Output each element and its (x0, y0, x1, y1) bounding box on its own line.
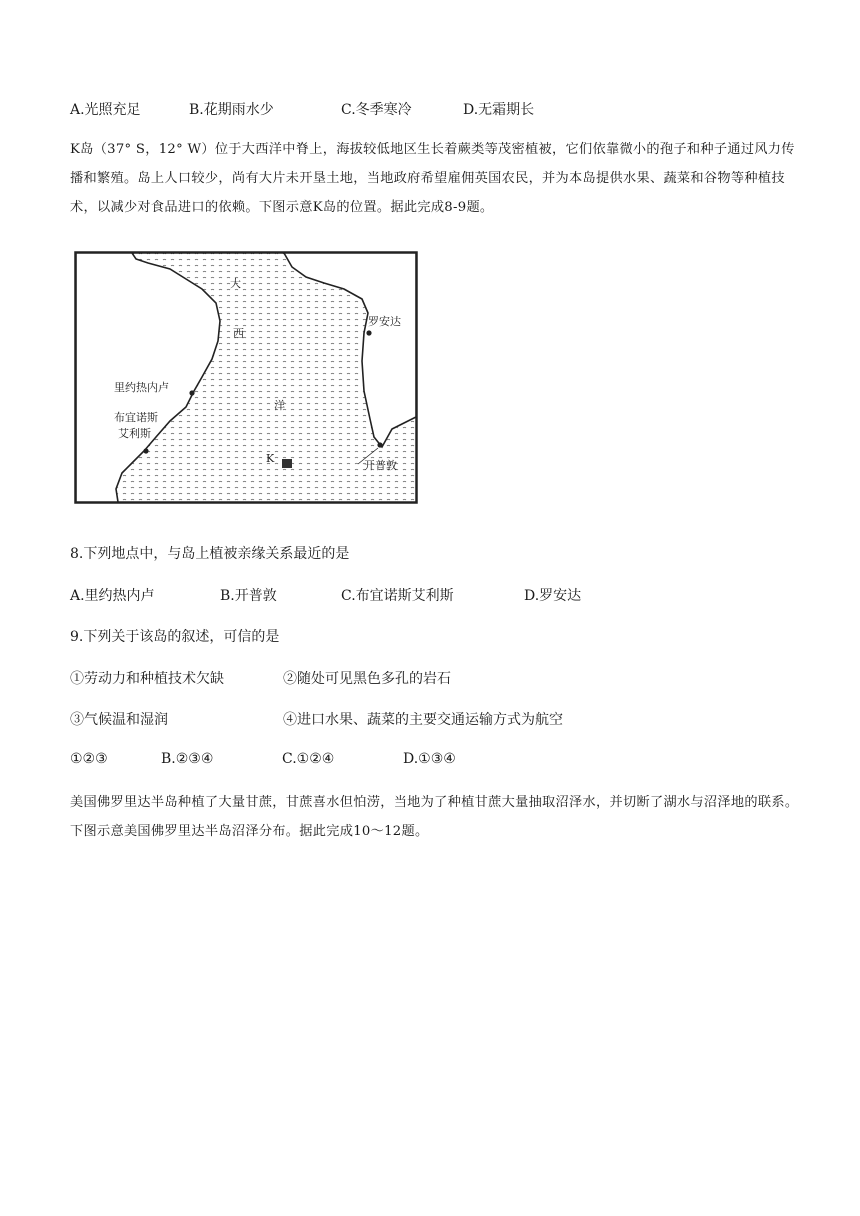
q8-option-a: A.里约热内卢 (70, 588, 155, 604)
q8-stem: 8.下列地点中，与岛上植被亲缘关系最近的是 (70, 546, 350, 562)
q9-statement-1: ①劳动力和种植技术欠缺 (70, 671, 224, 687)
k-island-intro: K岛（37° S，12° W）位于大西洋中脊上，海拔较低地区生长着蕨类等茂密植被，它们依靠微小的孢子和种子通过风力传播和繁殖。岛上人口较少，尚有大片未开垦土地，当地政府希望雇佣英国农民，并为本岛提供水果、蔬菜和谷物等种植技术，以减少对食品进口的依赖。下图示意K岛的位置。据此完成8-9题。 (70, 142, 795, 215)
cape-town-marker (377, 442, 382, 447)
rio-label: 里约热内卢 (114, 381, 169, 394)
q8-option-c: C.布宜诺斯艾利斯 (341, 588, 454, 604)
luanda-marker (366, 330, 371, 335)
ocean-label-xi: 西 (233, 327, 244, 340)
q7-option-a: A.光照充足 (70, 102, 141, 118)
q7-option-b: B.花期雨水少 (189, 102, 274, 118)
florida-intro: 美国佛罗里达半岛种植了大量甘蔗，甘蔗喜水但怕涝，当地为了种植甘蔗大量抽取沼泽水，并切断了湖水与沼泽地的联系。下图示意美国佛罗里达半岛沼泽分布。据此完成10～12题。 (70, 795, 799, 839)
q9-stem: 9.下列关于该岛的叙述，可信的是 (70, 629, 280, 645)
q8-option-d: D.罗安达 (524, 588, 582, 604)
ocean-label-yang: 洋 (274, 399, 285, 412)
q7-option-d: D.无霜期长 (463, 102, 535, 118)
q8-option-b: B.开普敦 (220, 588, 277, 604)
buenos-aires-marker (143, 448, 148, 453)
rio-marker (189, 390, 194, 395)
k-island-location-map (74, 251, 418, 504)
q9-option-a: ①②③ (70, 751, 108, 767)
ocean-label-da: 大 (230, 277, 241, 290)
k-island-label: K (266, 452, 275, 465)
q9-option-c: C.①②④ (282, 751, 335, 767)
q9-statement-2: ②随处可见黑色多孔的岩石 (283, 671, 451, 687)
q9-statement-3: ③气候温和湿润 (70, 712, 168, 728)
cape-town-label: 开普敦 (364, 459, 397, 472)
q9-option-d: D.①③④ (403, 751, 456, 767)
luanda-label: 罗安达 (368, 315, 401, 328)
buenos-aires-label-1: 布宜诺斯 (114, 411, 158, 424)
q9-option-b: B.②③④ (161, 751, 214, 767)
k-island-marker (282, 459, 292, 468)
q9-statement-4: ④进口水果、蔬菜的主要交通运输方式为航空 (283, 712, 563, 728)
q7-option-c: C.冬季寒冷 (341, 102, 412, 118)
buenos-aires-label-2: 艾利斯 (118, 427, 151, 440)
